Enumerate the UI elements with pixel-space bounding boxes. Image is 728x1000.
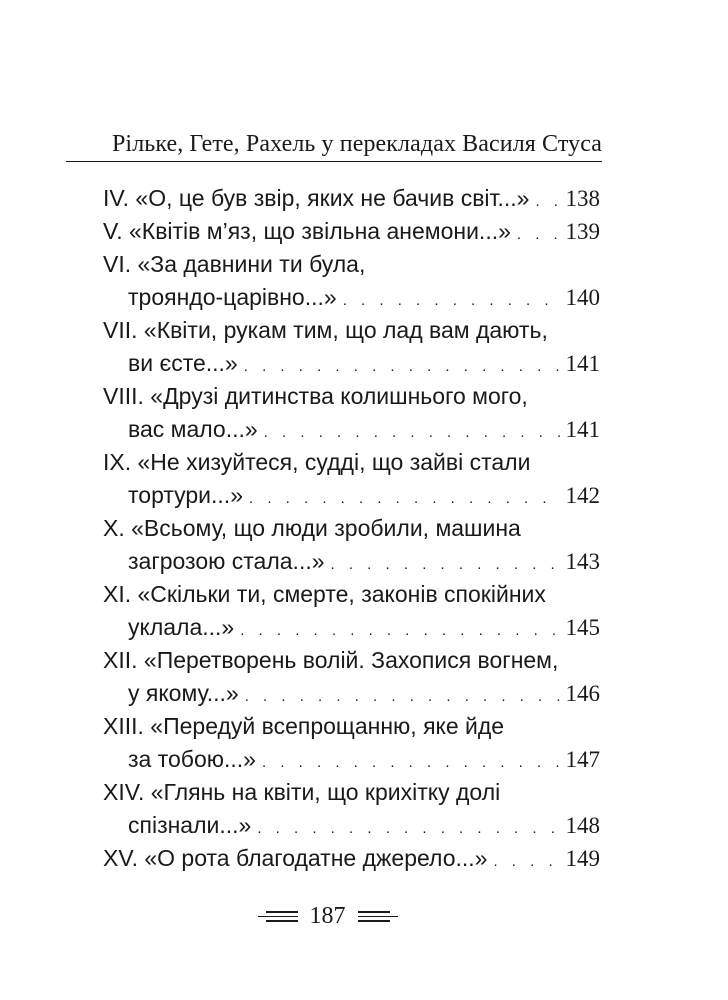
toc-entry-text: вас мало...»: [128, 416, 258, 442]
dot-leader: [257, 812, 559, 845]
ornament-left-icon: [258, 911, 298, 922]
toc-entry-continuation-line: [103, 281, 600, 314]
toc-entry-text: трояндо-царівно...»: [128, 284, 337, 310]
toc-entry: [103, 380, 600, 446]
toc-entry-page-number: 142: [565, 483, 600, 508]
toc-entry-page-number: 143: [565, 549, 600, 574]
toc-entry-continuation-line: [103, 413, 600, 446]
toc-entry-page-number: 145: [565, 615, 600, 640]
toc-entry: [103, 842, 600, 875]
dot-leader: [245, 680, 560, 713]
toc-entry-text: уклала...»: [128, 614, 235, 640]
toc-entry-title-line: [103, 446, 600, 479]
dot-leader: [343, 284, 560, 317]
toc-entry-text: XII. «Перетворень волій. Захопися вогнем,: [103, 647, 559, 673]
toc-entry-page-number: 148: [565, 813, 600, 838]
toc-entry-text: XI. «Скільки ти, смерте, законів спокійних: [103, 581, 546, 607]
toc-entry-title-line: [103, 182, 600, 215]
toc-entry-continuation-line: [103, 611, 600, 644]
toc-entry-text: XIV. «Глянь на квіти, що крихітку долі: [103, 779, 501, 805]
toc-entry-continuation-line: [103, 347, 600, 380]
toc-entry-title-line: [103, 215, 600, 248]
toc-entry-text: за тобою...»: [128, 746, 256, 772]
toc-entry-text: VIII. «Друзі дитинства колишнього мого,: [103, 383, 528, 409]
toc-entry-continuation-line: [103, 809, 600, 842]
dot-leader: [535, 185, 559, 218]
page-footer: [0, 903, 655, 930]
toc-entry-text: IV. «О, це був звір, яких не бачив світ...»: [103, 185, 530, 211]
toc-entry-title-line: [103, 644, 600, 677]
toc-entry-page-number: 141: [565, 417, 600, 442]
toc-entry-title-line: [103, 314, 600, 347]
toc-entry: [103, 446, 600, 512]
toc-entry-text: VI. «За давнини ти була,: [103, 251, 366, 277]
toc-entry: [103, 248, 600, 314]
toc-entry-text: V. «Квітів м’яз, що звільна анемони...»: [103, 218, 511, 244]
dot-leader: [264, 416, 560, 449]
toc-entry-text: XIII. «Передуй всепрощанню, яке йде: [103, 713, 505, 739]
toc-entry-page-number: 146: [565, 681, 600, 706]
toc-entry-page-number: 138: [565, 186, 600, 211]
toc-entry-text: спізнали...»: [128, 812, 252, 838]
toc-entry-text: загрозою стала...»: [128, 548, 325, 574]
table-of-contents: [103, 182, 600, 875]
page-number: 187: [309, 903, 346, 929]
toc-entry-title-line: [103, 248, 600, 281]
dot-leader: [517, 218, 560, 251]
dot-leader: [331, 548, 560, 581]
toc-entry-page-number: 139: [565, 219, 600, 244]
toc-entry-page-number: 140: [565, 285, 600, 310]
toc-entry-text: тортури...»: [128, 482, 243, 508]
toc-entry-title-line: [103, 512, 600, 545]
toc-entry-continuation-line: [103, 743, 600, 776]
dot-leader: [493, 845, 559, 878]
dot-leader: [262, 746, 560, 779]
toc-entry-text: VII. «Квіти, рукам тим, що лад вам дають,: [103, 317, 548, 343]
toc-entry-continuation-line: [103, 479, 600, 512]
ornament-right-icon: [358, 911, 398, 922]
toc-entry-title-line: [103, 710, 600, 743]
toc-entry-continuation-line: [103, 677, 600, 710]
toc-entry: [103, 776, 600, 842]
toc-entry-text: ви єсте...»: [128, 350, 238, 376]
toc-entry: [103, 710, 600, 776]
running-header: [66, 125, 602, 162]
toc-entry-page-number: 141: [565, 351, 600, 376]
toc-entry: [103, 512, 600, 578]
dot-leader: [244, 350, 560, 383]
toc-entry: [103, 578, 600, 644]
toc-entry-text: IX. «Не хизуйтеся, судді, що зайві стали: [103, 449, 531, 475]
dot-leader: [240, 614, 559, 647]
toc-entry: [103, 314, 600, 380]
toc-entry-title-line: [103, 380, 600, 413]
toc-entry-title-line: [103, 578, 600, 611]
toc-entry: [103, 182, 600, 215]
toc-entry-page-number: 149: [565, 846, 600, 871]
toc-entry-continuation-line: [103, 545, 600, 578]
toc-entry-title-line: [103, 776, 600, 809]
toc-entry-text: X. «Всьому, що люди зробили, машина: [103, 515, 521, 541]
toc-entry: [103, 215, 600, 248]
toc-entry: [103, 644, 600, 710]
toc-entry-text: XV. «О рота благодатне джерело...»: [103, 845, 488, 871]
toc-entry-page-number: 147: [565, 747, 600, 772]
toc-entry-title-line: [103, 842, 600, 875]
running-header-title: Рільке, Гете, Рахель у перекладах Василя Стуса: [111, 131, 602, 157]
toc-entry-text: у якому...»: [128, 680, 239, 706]
dot-leader: [249, 482, 560, 515]
